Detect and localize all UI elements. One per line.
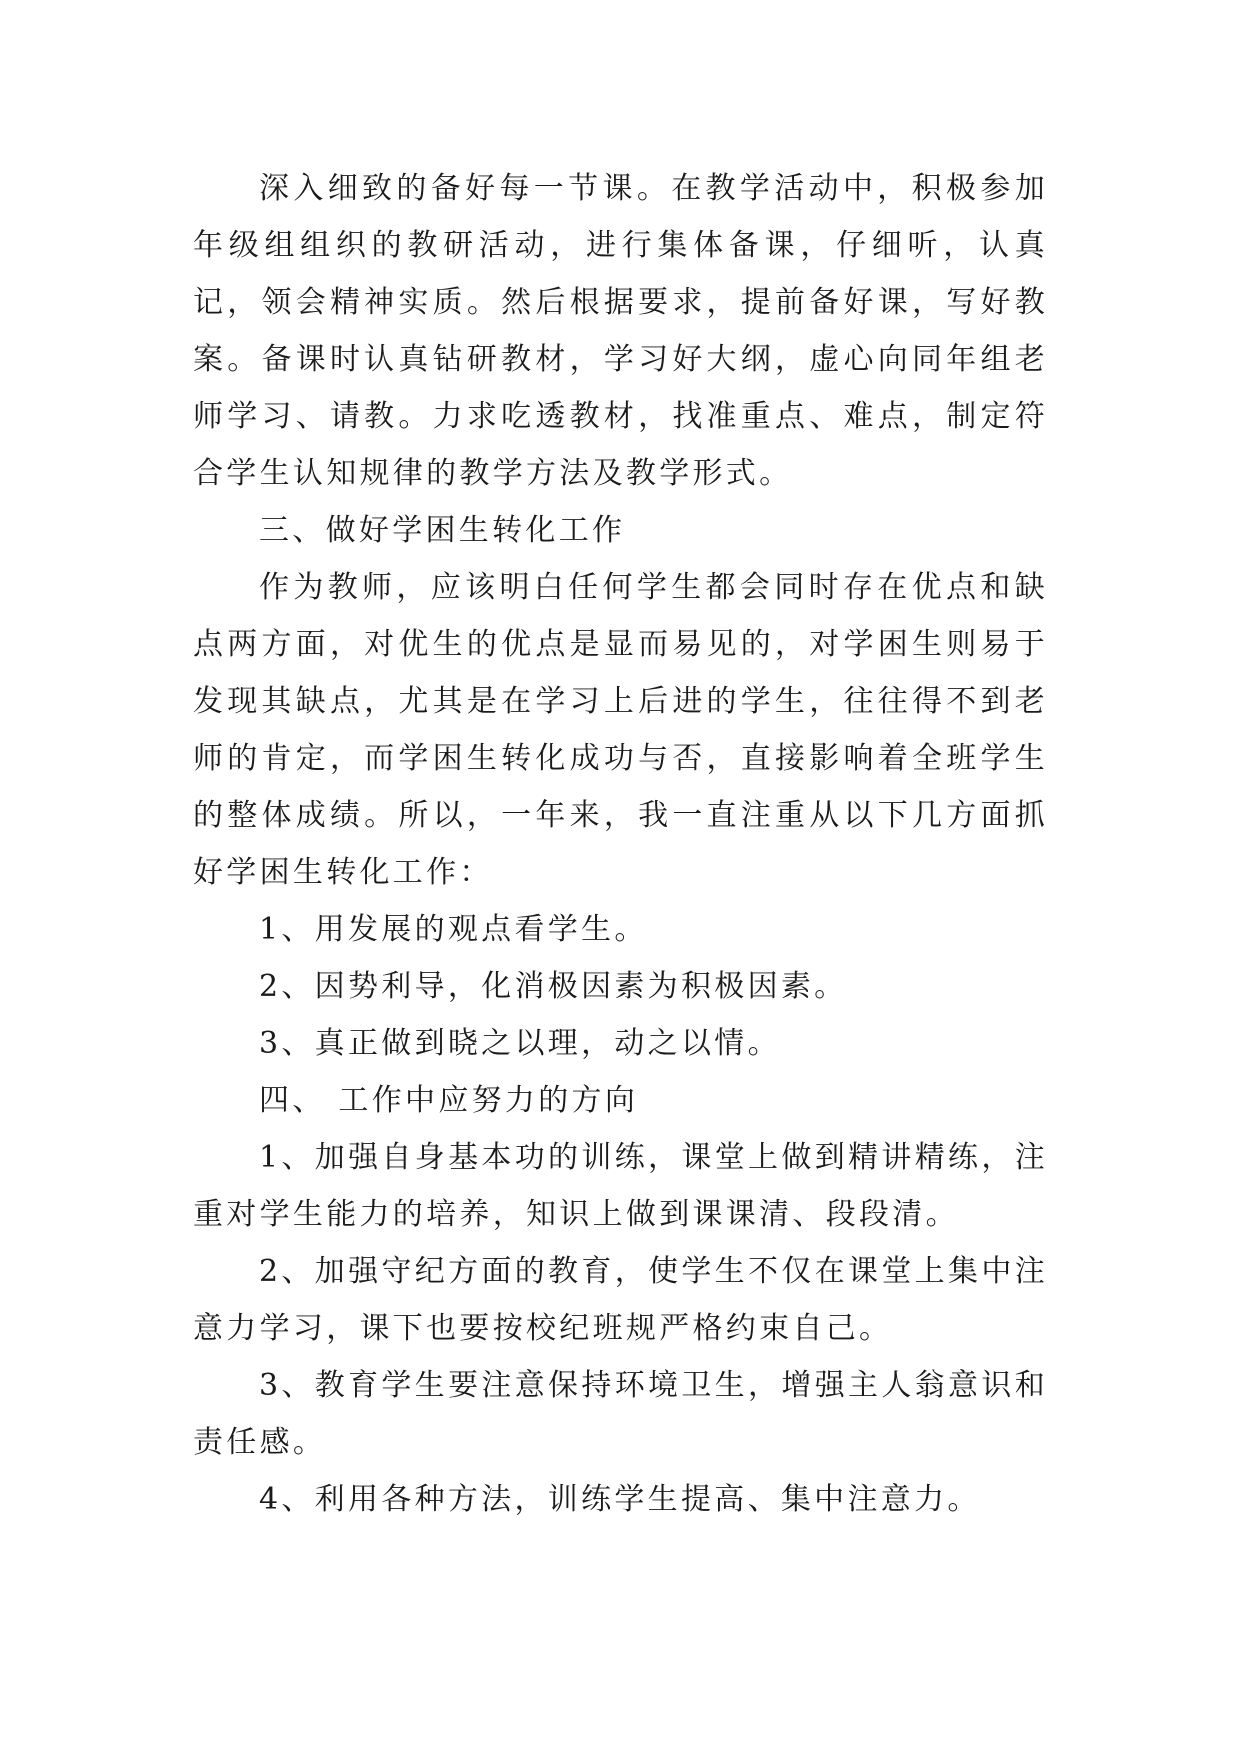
list-item: 1、加强自身基本功的训练，课堂上做到精讲精练，注重对学生能力的培养，知识上做到课课清、段段清。 (193, 1140, 1048, 1232)
list-item: 2、因势利导，化消极因素为积极因素。 (259, 969, 848, 1004)
section-heading-3: 三、做好学困生转化工作 (259, 513, 626, 548)
document-body (193, 160, 1048, 1528)
list-item: 1、用发展的观点看学生。 (259, 912, 648, 947)
list-item: 3、真正做到晓之以理，动之以情。 (259, 1026, 781, 1061)
section-heading-4: 四、 工作中应努力的方向 (259, 1083, 639, 1118)
list-item: 4、利用各种方法，训练学生提高、集中注意力。 (259, 1482, 981, 1517)
paragraph-lesson-preparation: 深入细致的备好每一节课。在教学活动中，积极参加年级组组织的教研活动，进行集体备课，仔细听，认真记，领会精神实质。然后根据要求，提前备好课，写好教案。备课时认真钻研教材，学习好大纲，虚心向同年组老师学习、请教。力求吃透教材，找准重点、难点，制定符合学生认知规律的教学方法及教学形式。 (193, 171, 1048, 491)
list-item: 2、加强守纪方面的教育，使学生不仅在课堂上集中注意力学习，课下也要按校纪班规严格约束自己。 (193, 1254, 1048, 1346)
paragraph-struggling-students: 作为教师，应该明白任何学生都会同时存在优点和缺点两方面，对优生的优点是显而易见的，对学困生则易于发现其缺点，尤其是在学习上后进的学生，往往得不到老师的肯定，而学困生转化成功与否，直接影响着全班学生的整体成绩。所以，一年来，我一直注重从以下几方面抓好学困生转化工作： (193, 570, 1048, 890)
list-item: 3、教育学生要注意保持环境卫生，增强主人翁意识和责任感。 (193, 1368, 1048, 1460)
